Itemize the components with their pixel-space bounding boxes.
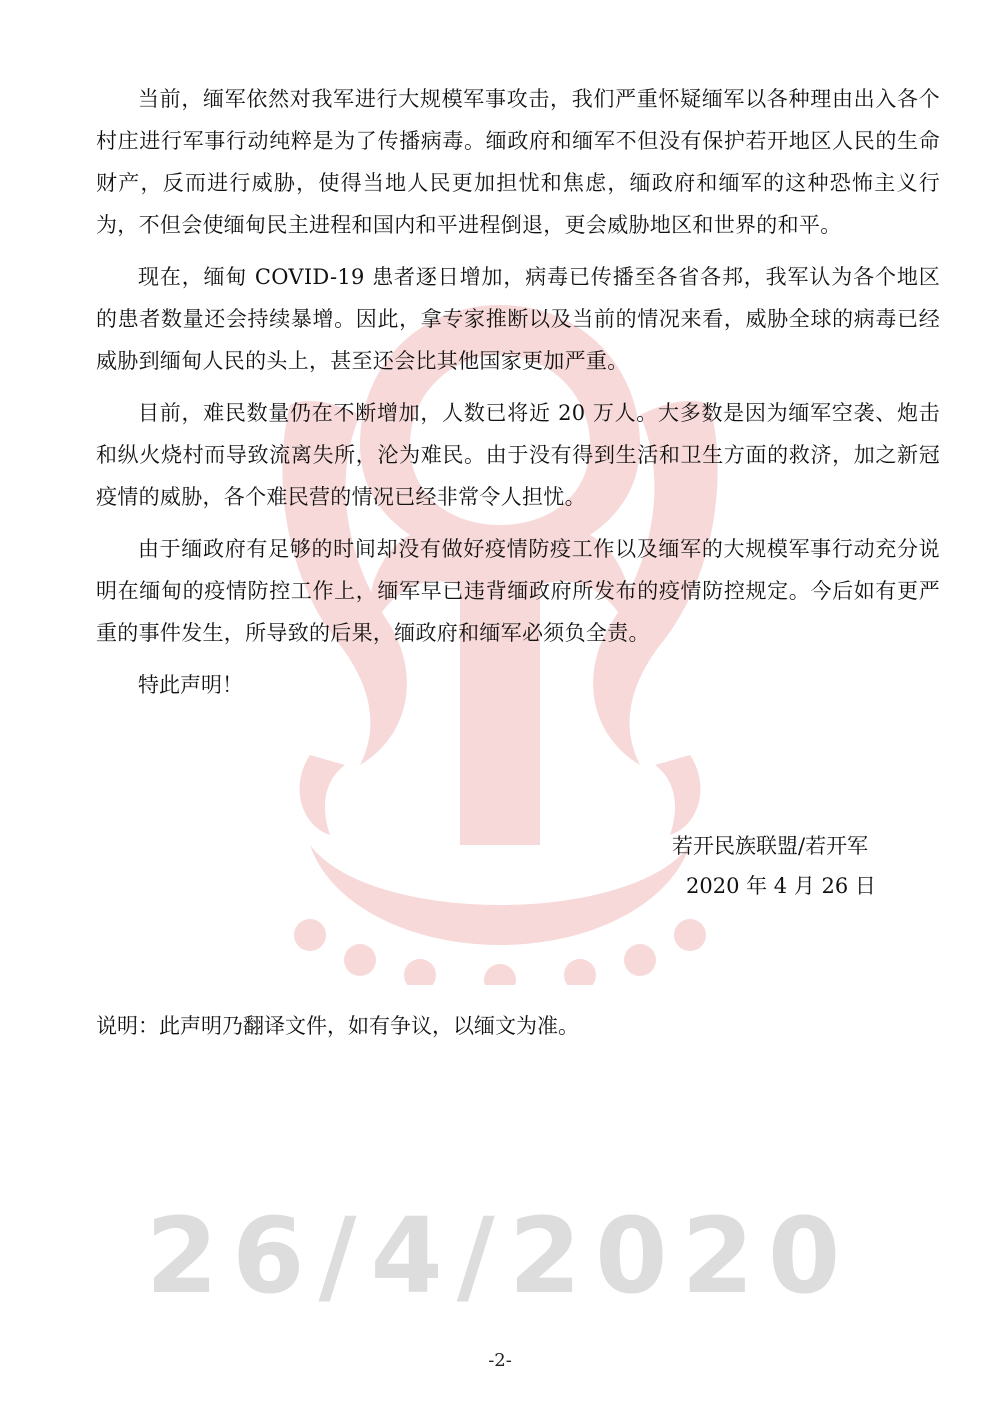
translation-note: 说明：此声明乃翻译文件，如有争议，以缅文为准。 (96, 1014, 579, 1038)
statement-body (96, 78, 940, 706)
paragraph-3: 目前，难民数量仍在不断增加，人数已将近 20 万人。大多数是因为缅军空袭、炮击和纵火烧村而导致流离失所，沦为难民。由于没有得到生活和卫生方面的救济，加之新冠疫情的威胁，各个难民营的情况已经非常令人担忧。 (96, 401, 940, 509)
paragraph-1: 当前，缅军依然对我军进行大规模军事攻击，我们严重怀疑缅军以各种理由出入各个村庄进行军事行动纯粹是为了传播病毒。缅政府和缅军不但没有保护若开地区人民的生命财产，反而进行威胁，使得当地人民更加担忧和焦虑，缅政府和缅军的这种恐怖主义行为，不但会使缅甸民主进程和国内和平进程倒退，更会威胁地区和世界的和平。 (96, 87, 940, 237)
paragraph-2: 现在，缅甸 COVID-19 患者逐日增加，病毒已传播至各省各邦，我军认为各个地区的患者数量还会持续暴增。因此，拿专家推断以及当前的情况来看，威胁全球的病毒已经威胁到缅甸人民的头上，甚至还会比其他国家更加严重。 (96, 265, 940, 373)
signature-organization: 若开民族联盟/若开军 (672, 834, 869, 858)
signature-date: 2020 年 4 月 26 日 (686, 874, 876, 898)
paragraph-4: 由于缅政府有足够的时间却没有做好疫情防疫工作以及缅军的大规模军事行动充分说明在缅甸的疫情防控工作上，缅军早已违背缅政府所发布的疫情防控规定。今后如有更严重的事件发生，所导致的后果，缅政府和缅军必须负全责。 (96, 537, 940, 645)
signature-block (672, 826, 876, 906)
closing-line: 特此声明！ (138, 673, 243, 697)
page-number: -2- (488, 1350, 512, 1371)
date-watermark: 26/4/2020 (145, 1195, 855, 1317)
